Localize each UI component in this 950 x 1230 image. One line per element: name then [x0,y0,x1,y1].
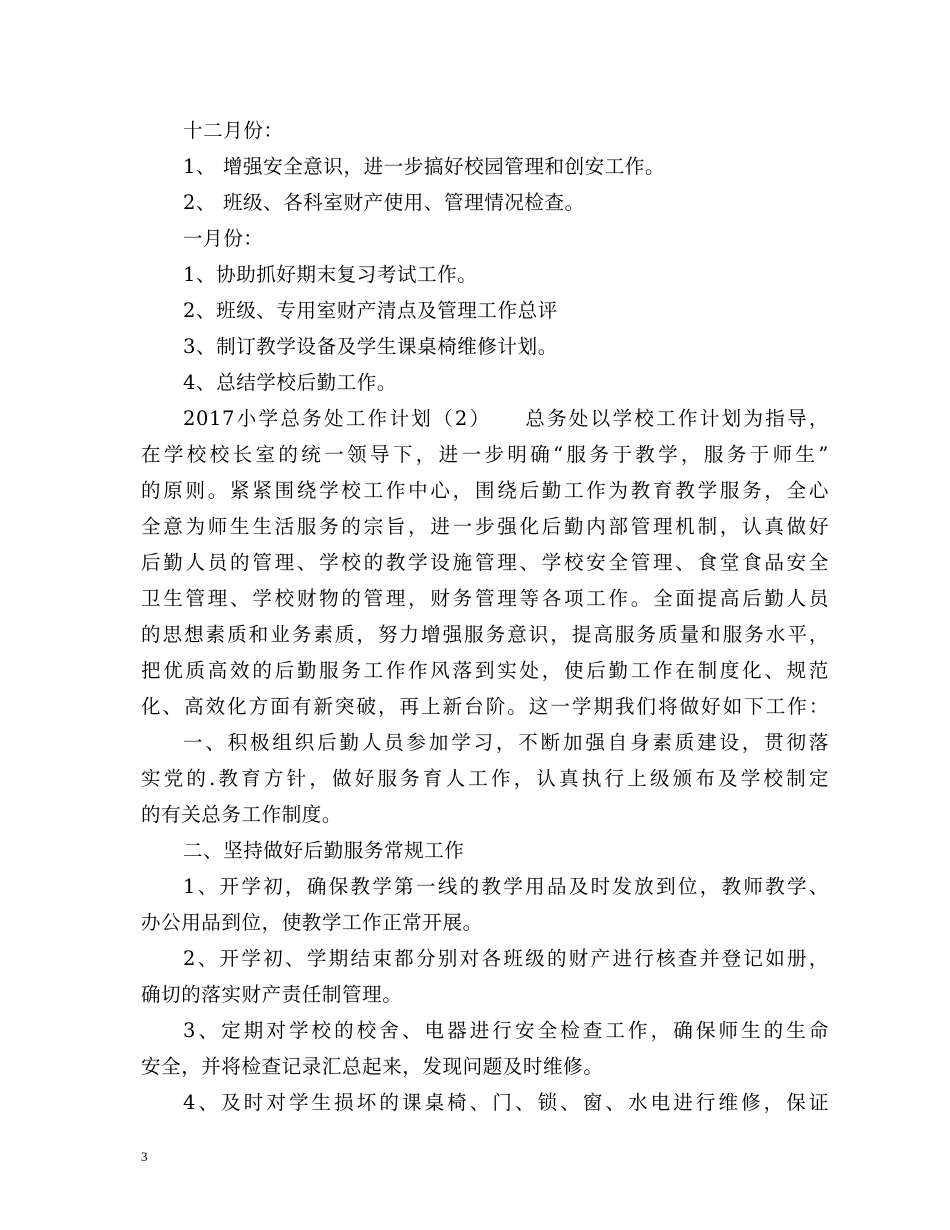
paragraph-line: 把优质高效的后勤服务工作作风落到实处，使后勤工作在制度化、规范 [141,659,829,682]
list-item: 3、制订教学设备及学生课桌椅维修计划。 [183,335,558,358]
paragraph-line: 的思想素质和业务素质，努力增强服务意识，提高服务质量和服务水平， [141,623,829,646]
page-number: 3 [141,1149,148,1164]
heading-january: 一月份： [183,227,264,250]
paragraph-line: 实党的.教育方针，做好服务育人工作，认真执行上级颁布及学校制定 [141,767,829,790]
paragraph-line: 后勤人员的管理、学校的教学设施管理、学校安全管理、食堂食品安全 [141,551,829,574]
paragraph-line: 确切的落实财产责任制管理。 [141,983,403,1006]
paragraph-line: 4、及时对学生损坏的课桌椅、门、锁、窗、水电进行维修，保证 [183,1091,829,1114]
paragraph-line: 办公用品到位，使教学工作正常开展。 [141,911,483,934]
list-item: 1、协助抓好期末复习考试工作。 [183,263,478,286]
paragraph-line: 2017小学总务处工作计划（2） 总务处以学校工作计划为指导， [183,407,829,430]
paragraph-line: 的有关总务工作制度。 [141,803,343,826]
paragraph-line: 一、积极组织后勤人员参加学习，不断加强自身素质建设，贯彻落 [183,731,829,754]
paragraph-line: 化、高效化方面有新突破，再上新台阶。这一学期我们将做好如下工作： [141,695,829,718]
heading-december: 十二月份： [183,119,284,142]
list-item: 2、班级、专用室财产清点及管理工作总评 [183,299,558,322]
paragraph-line: 3、定期对学校的校舍、电器进行安全检查工作，确保师生的生命 [183,1019,829,1042]
paragraph-line: 1、开学初，确保教学第一线的教学用品及时发放到位，教师教学、 [183,875,829,898]
list-item: 2、 班级、各科室财产使用、管理情况检查。 [183,191,585,214]
section-heading: 二、坚持做好后勤服务常规工作 [183,839,465,862]
paragraph-line: 全意为师生生活服务的宗旨，进一步强化后勤内部管理机制，认真做好 [141,515,829,538]
paragraph-line: 2、开学初、学期结束都分别对各班级的财产进行核查并登记如册， [183,947,829,970]
paragraph-line: 在学校校长室的统一领导下，进一步明确“服务于教学，服务于师生” [141,443,829,466]
paragraph-line: 卫生管理、学校财物的管理，财务管理等各项工作。全面提高后勤人员 [141,587,829,610]
list-item: 1、 增强安全意识，进一步搞好校园管理和创安工作。 [183,155,666,178]
paragraph-line: 的原则。紧紧围绕学校工作中心，围绕后勤工作为教育教学服务，全心 [141,479,829,502]
list-item: 4、总结学校后勤工作。 [183,371,398,394]
paragraph-line: 安全，并将检查记录汇总起来，发现问题及时维修。 [141,1055,604,1078]
